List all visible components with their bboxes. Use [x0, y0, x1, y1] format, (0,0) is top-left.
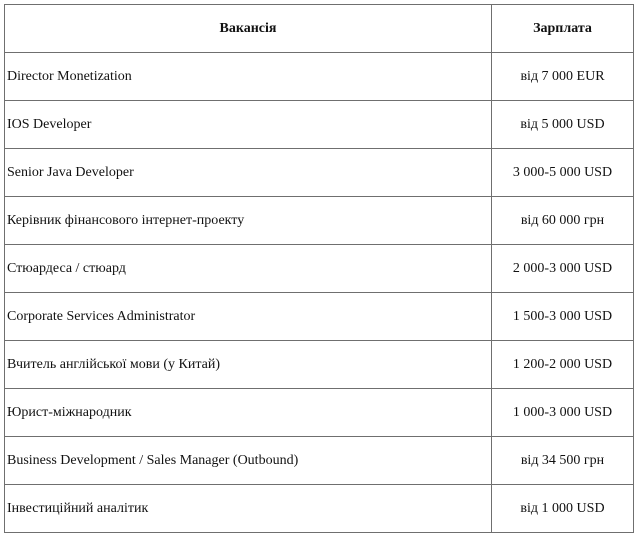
- header-salary: Зарплата: [492, 5, 634, 53]
- vacancy-salary: від 7 000 EUR: [492, 53, 634, 101]
- vacancy-title: Corporate Services Administrator: [5, 293, 492, 341]
- table-header: [5, 5, 634, 53]
- table-row: [5, 197, 634, 245]
- header-vacancy: Вакансія: [5, 5, 492, 53]
- vacancy-title: Стюардеса / стюард: [5, 245, 492, 293]
- table-row: [5, 245, 634, 293]
- vacancy-title: Інвестиційний аналітик: [5, 485, 492, 533]
- vacancies-table: [4, 4, 634, 533]
- table-row: [5, 53, 634, 101]
- vacancy-salary: 2 000-3 000 USD: [492, 245, 634, 293]
- vacancy-title: Вчитель англійської мови (у Китай): [5, 341, 492, 389]
- vacancy-title: Director Monetization: [5, 53, 492, 101]
- vacancy-salary: 1 000-3 000 USD: [492, 389, 634, 437]
- table-row: [5, 389, 634, 437]
- table-row: [5, 293, 634, 341]
- header-row: [5, 5, 634, 53]
- vacancy-salary: від 1 000 USD: [492, 485, 634, 533]
- table-row: [5, 149, 634, 197]
- table-row: [5, 341, 634, 389]
- vacancy-title: Business Development / Sales Manager (Outbound): [5, 437, 492, 485]
- vacancy-title: Керівник фінансового інтернет-проекту: [5, 197, 492, 245]
- vacancy-salary: від 34 500 грн: [492, 437, 634, 485]
- vacancy-salary: від 60 000 грн: [492, 197, 634, 245]
- vacancy-title: IOS Developer: [5, 101, 492, 149]
- vacancy-salary: 3 000-5 000 USD: [492, 149, 634, 197]
- vacancy-salary: 1 200-2 000 USD: [492, 341, 634, 389]
- vacancy-title: Senior Java Developer: [5, 149, 492, 197]
- vacancy-salary: від 5 000 USD: [492, 101, 634, 149]
- table-body: [5, 53, 634, 533]
- table-row: [5, 437, 634, 485]
- vacancy-title: Юрист-міжнародник: [5, 389, 492, 437]
- table-row: [5, 101, 634, 149]
- table-row: [5, 485, 634, 533]
- vacancy-salary: 1 500-3 000 USD: [492, 293, 634, 341]
